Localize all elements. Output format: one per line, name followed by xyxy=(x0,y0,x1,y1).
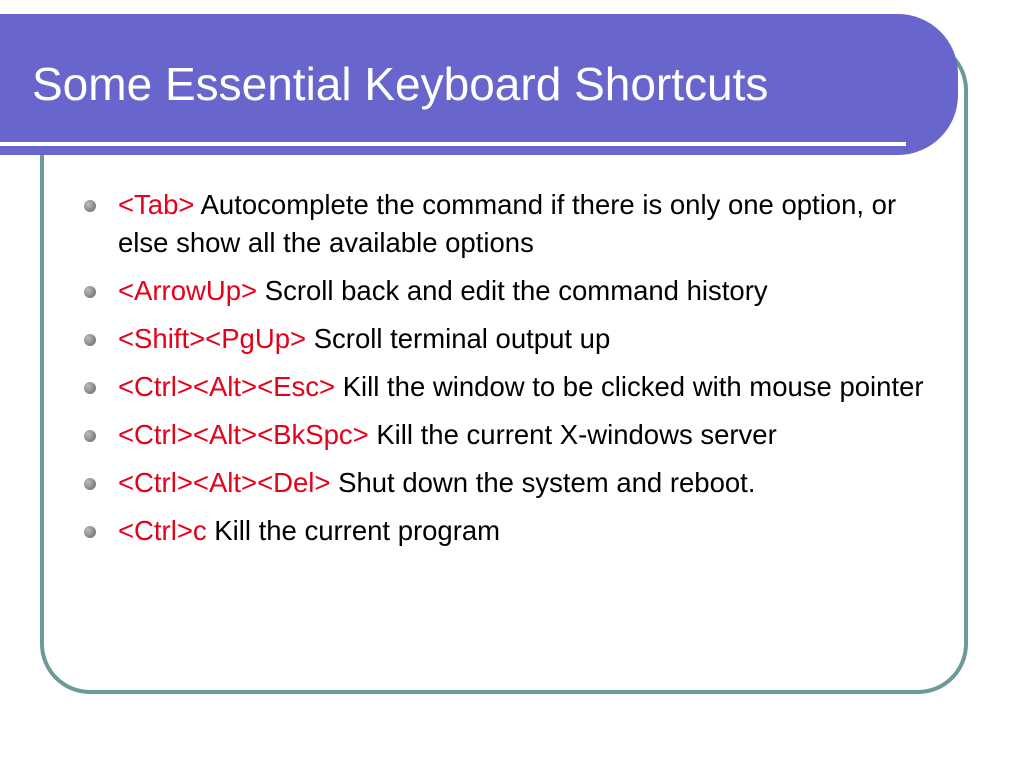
bullet-item xyxy=(80,512,940,550)
shortcut-description: Kill the current X-windows server xyxy=(376,419,777,450)
slide-title: Some Essential Keyboard Shortcuts xyxy=(32,58,769,110)
bullet-item xyxy=(80,368,940,406)
shortcut-key: <ArrowUp> xyxy=(118,275,258,306)
shortcut-description: Scroll back and edit the command history xyxy=(264,275,768,306)
shortcut-description: Kill the window to be clicked with mouse pointer xyxy=(342,371,924,402)
bullet-item xyxy=(80,186,940,262)
bullet-icon xyxy=(84,430,96,442)
shortcut-key: <Tab> xyxy=(118,189,195,220)
bullet-item xyxy=(80,272,940,310)
shortcut-key: <Ctrl><Alt><Del> xyxy=(118,467,331,498)
bullet-item xyxy=(80,416,940,454)
bullet-icon xyxy=(84,382,96,394)
shortcut-description: Kill the current program xyxy=(214,515,501,546)
bullet-icon xyxy=(84,334,96,346)
shortcut-key: <Ctrl><Alt><BkSpc> xyxy=(118,419,369,450)
bullet-icon xyxy=(84,526,96,538)
bullet-item xyxy=(80,464,940,502)
bullet-icon xyxy=(84,286,96,298)
bullet-icon xyxy=(84,200,96,212)
shortcut-key: <Ctrl>c xyxy=(118,515,207,546)
bullet-icon xyxy=(84,478,96,490)
bullet-list xyxy=(80,186,940,560)
title-bar xyxy=(0,14,958,155)
shortcut-key: <Shift><PgUp> xyxy=(118,323,307,354)
shortcut-key: <Ctrl><Alt><Esc> xyxy=(118,371,336,402)
title-underline xyxy=(0,142,906,146)
shortcut-description: Scroll terminal output up xyxy=(313,323,611,354)
shortcut-description: Shut down the system and reboot. xyxy=(338,467,756,498)
bullet-item xyxy=(80,320,940,358)
shortcut-description: Autocomplete the command if there is only one option, or else show all the available options xyxy=(118,189,897,258)
